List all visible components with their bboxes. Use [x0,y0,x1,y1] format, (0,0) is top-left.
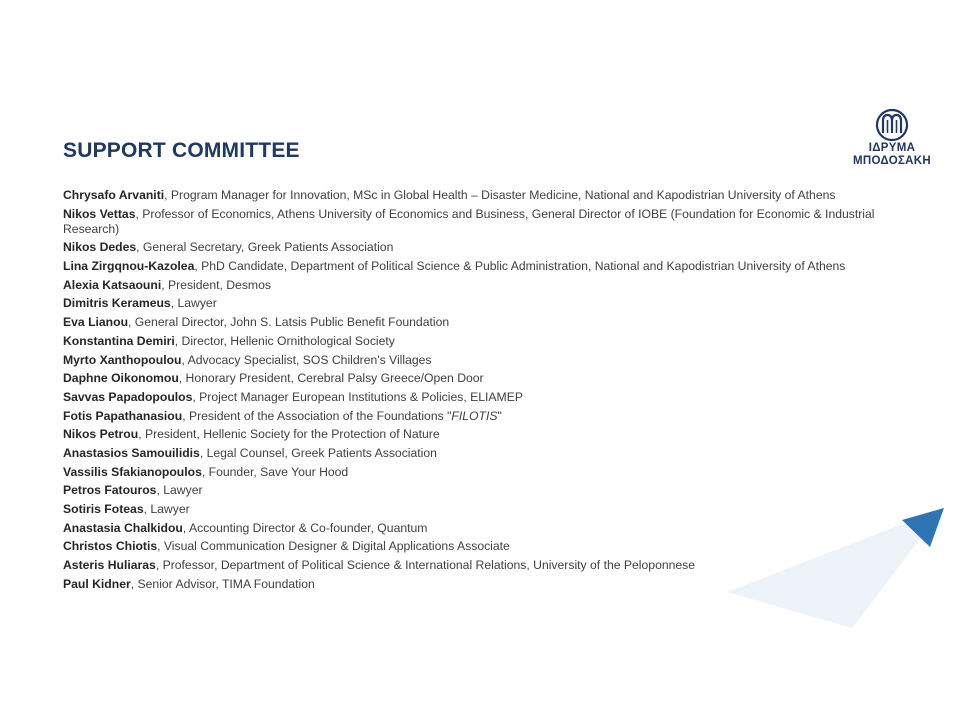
list-item [63,240,923,255]
list-item [63,465,923,480]
member-role: , Accounting Director & Co-founder, Quantum [182,520,428,535]
member-role: , General Secretary, Greek Patients Association [136,240,394,255]
foundation-logo-icon [875,108,909,142]
page-title: SUPPORT COMMITTEE [63,139,300,162]
member-role: , Legal Counsel, Greek Patients Association [199,445,437,460]
member-name: Savvas Papadopoulos [63,389,193,404]
list-item [63,371,923,386]
list-item [63,207,923,237]
member-name: Anastasia Chalkidou [63,520,183,535]
member-role: , Lawyer [156,483,203,498]
list-item [63,446,923,461]
member-name: Nikos Vettas [63,206,136,221]
foundation-logo [846,108,938,168]
member-name: Alexia Katsaouni [63,277,162,292]
list-item [63,539,923,554]
member-role: , President, Desmos [161,277,271,292]
logo-line-2: ΜΠΟΔΟΣΑΚΗ [853,155,931,167]
member-name: Vassilis Sfakianopoulos [63,464,202,479]
list-item [63,409,923,424]
member-role: , Visual Communication Designer & Digital Applications Associate [157,539,510,554]
member-role-italic: FILOTIS [451,408,498,423]
member-name: Daphne Oikonomou [63,371,179,386]
member-name: Nikos Petrou [63,427,139,442]
list-item [63,334,923,349]
member-role: , Professor, Department of Political Science & International Relations, University of the Peloponnese [155,558,696,573]
member-role: , President, Hellenic Society for the Protection of Nature [138,427,440,442]
member-name: Lina Zirgqnou-Kazolea [63,259,195,274]
member-name: Chrysafo Arvaniti [63,188,165,202]
list-item [63,353,923,368]
list-item [63,296,923,311]
member-name: Paul Kidner [63,576,131,591]
member-role: , General Director, John S. Latsis Public Benefit Foundation [128,315,450,330]
member-role: , Program Manager for Innovation, MSc in Global Health – Disaster Medicine, National and Kapodistrian University of Athens [164,188,836,202]
member-role: , Advocacy Specialist, SOS Children's Villages [181,352,432,367]
member-name: Asteris Huliaras [63,558,156,573]
member-name: Sotiris Foteas [63,502,144,516]
committee-list [63,188,923,595]
member-name: Myrto Xanthopoulou [63,352,182,367]
member-role: , Senior Advisor, TIMA Foundation [130,576,315,591]
member-role: , Director, Hellenic Ornithological Society [174,333,395,348]
list-item [63,390,923,405]
list-item [63,483,923,498]
member-name: Eva Lianou [63,315,129,330]
list-item [63,188,923,203]
member-name: Fotis Papathanasiou [63,408,183,423]
member-role: , Lawyer [170,296,217,311]
member-role: , Lawyer [143,502,190,516]
list-item [63,315,923,330]
member-role: , PhD Candidate, Department of Political Science & Public Administration, National and Kapodistrian University of Athens [194,259,846,274]
member-name: Anastasios Samouilidis [63,445,200,460]
list-item [63,278,923,293]
member-role: , Professor of Economics, Athens University of Economics and Business, General Director of IOBE (Foundation for Economic & Industrial Research) [63,206,875,236]
member-name: Petros Fatouros [63,483,157,498]
list-item [63,259,923,274]
list-item [63,577,923,592]
member-role: , Honorary President, Cerebral Palsy Greece/Open Door [178,371,484,386]
member-role: , Founder, Save Your Hood [201,464,349,479]
member-role: , Project Manager European Institutions & Policies, ELIAMEP [192,389,523,404]
member-name: Dimitris Kerameus [63,296,171,311]
list-item [63,427,923,442]
member-name: Christos Chiotis [63,539,158,554]
member-role: , President of the Association of the Foundations " [182,408,452,423]
member-name: Nikos Dedes [63,240,137,255]
list-item [63,558,923,573]
list-item [63,502,923,517]
list-item [63,521,923,536]
member-name: Konstantina Demiri [63,333,175,348]
member-role-end: " [497,408,502,423]
logo-line-1: ΙΔΡΥΜΑ [868,142,916,154]
